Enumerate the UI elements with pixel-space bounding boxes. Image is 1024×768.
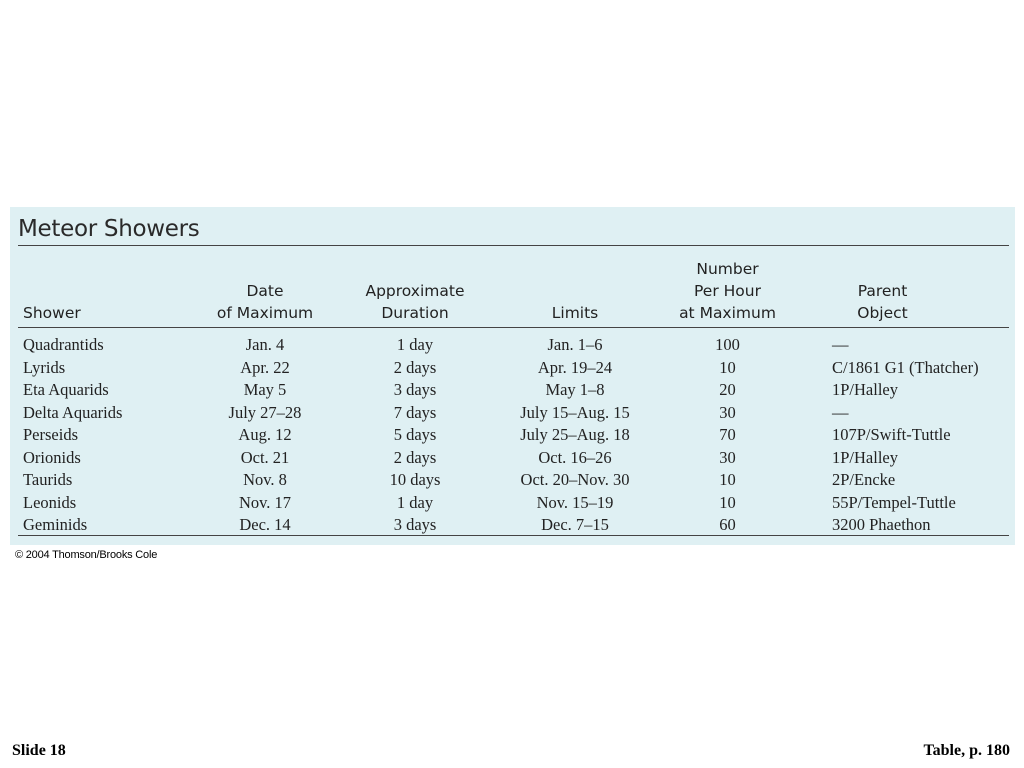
table-cell: Dec. 7–15 [541, 515, 609, 534]
table-cell: Oct. 16–26 [538, 447, 612, 467]
table-cell: 2 days [393, 447, 437, 467]
table-cell: May 5 [243, 380, 287, 399]
column-header-line: Date [246, 282, 284, 300]
header-divider [18, 327, 1009, 328]
table-cell: Oct. 20–Nov. 30 [520, 470, 630, 489]
column-header-line: Limits [551, 304, 599, 322]
column-header-line: Per Hour [694, 282, 761, 300]
table-cell: 10 [719, 492, 736, 512]
table-cell: Geminids [23, 515, 88, 534]
table-cell: Apr. 22 [240, 357, 290, 377]
table-cell: Quadrantids [23, 335, 104, 354]
table-cell: Apr. 19–24 [537, 357, 613, 377]
table-cell: Oct. 21 [240, 447, 290, 467]
table-cell: July 25–Aug. 18 [520, 425, 630, 444]
table-cell: Eta Aquarids [23, 380, 109, 399]
column-header [815, 280, 950, 324]
table-cell: Dec. 14 [239, 515, 291, 534]
title-divider [18, 245, 1009, 246]
copyright-notice: © 2004 Thomson/Brooks Cole [15, 549, 158, 561]
table-cell: Leonids [23, 492, 77, 512]
table-cell: Lyrids [23, 357, 66, 377]
table-cell: 30 [719, 402, 736, 422]
table-cell: 3200 Phaethon [832, 515, 931, 534]
table-cell: 2 days [393, 357, 437, 377]
table-cell: 30 [719, 447, 736, 467]
table-title: Meteor Showers [18, 216, 200, 242]
table-cell: 7 days [393, 402, 437, 422]
table-cell: C/1861 G1 (Thatcher) [832, 357, 979, 377]
table-cell: May 1–8 [545, 380, 605, 399]
table-cell: Orionids [23, 447, 81, 467]
table-cell: — [832, 335, 849, 354]
table-cell: Nov. 15–19 [536, 492, 614, 512]
column-header-line: Duration [381, 304, 449, 322]
table-reference: Table, p. 180 [923, 742, 1010, 759]
table-cell: Taurids [23, 470, 73, 489]
table-cell: July 27–28 [228, 402, 302, 422]
table-cell: Aug. 12 [238, 425, 292, 444]
table-cell: 2P/Encke [832, 470, 896, 489]
table-cell: Jan. 1–6 [547, 335, 603, 354]
table-cell: 1 day [396, 335, 434, 354]
table-cell: July 15–Aug. 15 [520, 402, 630, 422]
column-header [205, 280, 325, 324]
table-cell: 5 days [393, 425, 437, 444]
column-header-line: Parent [857, 282, 908, 300]
slide-number: Slide 18 [12, 742, 66, 759]
column-header-line: at Maximum [679, 304, 776, 322]
table-cell: Jan. 4 [245, 335, 285, 354]
column-header [23, 302, 183, 324]
table-cell: 10 [719, 470, 736, 489]
table-cell: Nov. 17 [238, 492, 292, 512]
column-header [500, 302, 650, 324]
column-header-line: Object [857, 304, 908, 322]
meteor-showers-table [10, 207, 1015, 545]
table-cell: — [832, 402, 849, 422]
table-cell: Delta Aquarids [23, 402, 123, 422]
table-cell: 10 [719, 357, 736, 377]
column-header-line: Approximate [365, 282, 465, 300]
table-cell: 55P/Tempel-Tuttle [832, 492, 956, 512]
table-cell: 1P/Halley [832, 380, 898, 399]
column-header-line: Shower [23, 304, 81, 322]
table-cell: 60 [719, 515, 736, 534]
column-header [660, 258, 795, 324]
table-cell: 3 days [393, 380, 437, 399]
column-header-line: of Maximum [216, 304, 314, 322]
table-cell: 3 days [393, 515, 437, 534]
table-cell: Perseids [23, 425, 78, 444]
column-header-line: Number [696, 260, 759, 278]
bottom-divider [18, 535, 1009, 536]
table-cell: 107P/Swift-Tuttle [832, 425, 951, 444]
table-cell: 20 [719, 380, 736, 399]
table-cell: 1 day [396, 492, 434, 512]
table-cell: 100 [715, 335, 740, 354]
column-header [355, 280, 475, 324]
table-cell: 1P/Halley [832, 447, 898, 467]
table-cell: 70 [719, 425, 736, 444]
table-cell: Nov. 8 [243, 470, 287, 489]
table-cell: 10 days [389, 470, 441, 489]
